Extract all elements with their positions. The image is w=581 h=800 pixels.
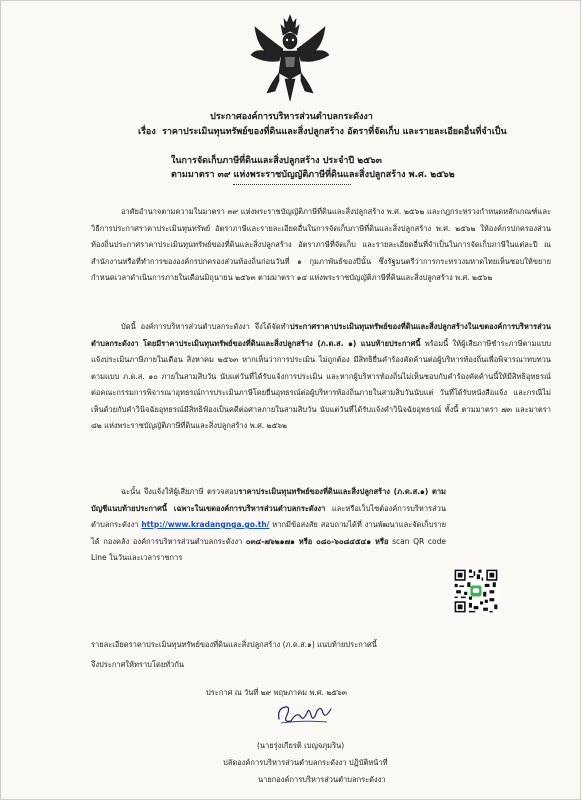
- document-title: ประกาศองค์การบริหารส่วนตำบลกระดังงา: [210, 112, 373, 122]
- p3-highlight: ราคาประเมินทุนทรัพย์ของที่ดินและสิ่งปลูกสร้าง (ภ.ด.ส.๑) ตามบัญชีแนบท้ายประกาศนี้ เฉพาะในเขตองค์การบริหารส่วนตำบลกระดังงา: [91, 487, 447, 513]
- paragraph-legal-basis: อาศัยอำนาจตามความในมาตรา ๓๙ แห่งพระราชบัญญัติภาษีที่ดินและสิ่งปลูกสร้าง พ.ศ. ๒๕๖๒ และกฎกระทรวงกำหนดหลักเกณฑ์และวิธีการประกาศราคาประเมินทุนทรัพย์ อัตราภาษีและรายละเอียดอื่นในการจัดเก็บภาษีที่ดินและสิ่งปลูกสร้าง พ.ศ. ๒๕๖๒ ให้องค์กรปกครองส่วนท้องถิ่นประกาศราคาประเมินทุนทรัพย์ของที่ดินและสิ่งปลูกสร้าง อัตราภาษีที่จัดเก็บ และรายละเอียดอื่นที่จำเป็นในการจัดเก็บภาษีในแต่ละปี ณ สำนักงานหรือที่ทำการขององค์กรปกครองส่วนท้องถิ่นก่อนวันที่ ๑ กุมภาพันธ์ของปีนั้น ซึ่งรัฐมนตรีว่าการกระทรวงมหาดไทยเห็นชอบให้ขยายกำหนดเวลาดำเนินการภายในเดือนมิถุนายน ๒๕๖๓ ตามมาตรา ๑๔ แห่งพระราชบัญญัติภาษีที่ดินและสิ่งปลูกสร้าง พ.ศ. ๒๕๖๒: [91, 207, 551, 282]
- p2-highlight: ประกาศราคาประเมินทุนทรัพย์ของที่ดินและสิ่งปลูกสร้างในเขตองค์การบริหารส่วนตำบลกระดังงา โดยมีราคาประเมินทุนทรัพย์ของที่ดินและสิ่งปลูกสร้าง (ภ.ด.ส. ๑) แนบท้ายประกาศนี้: [91, 322, 551, 348]
- p3-contact: หากมีข้อสงสัย สอบถามได้ที่ งานพัฒนาและจัดเก็บรายได้ กองคลัง องค์การบริหารส่วนตำบลกระดังงา: [91, 520, 446, 546]
- p2-details: พร้อมนี้ ให้ผู้เสียภาษีชำระภาษีตามแบบแจ้งประเมินภาษีภายในเดือน สิงหาคม ๒๕๖๓ หากเห็นว่าการประเมิน ไม่ถูกต้อง มีสิทธิยื่นคำร้องคัดค้านต่อผู้บริหารท้องถิ่นเพื่อพิจารณาทบทวนตามแบบ ภ.ด.ส. ๑๐ ภายในสามสิบวัน นับแต่วันที่ได้รับแจ้งการประเมิน และหากผู้บริหารท้องถิ่นไม่เห็นชอบกับคำร้องคัดค้านนี้ให้มีสิทธิอุทธรณ์ ต่อคณะกรรมการพิจารณาอุทธรณ์การประเมินภาษีโดยยื่นอุทธรณ์ต่อผู้บริหารท้องถิ่นภายในสามสิบวันนับแต่ วันที่ได้รับหนังสือแจ้ง และกรณีไม่เห็นด้วยกับคำวินิจฉัยอุทธรณ์มีสิทธิฟ้องเป็นคดีต่อศาลภายในสามสิบวัน นับแต่วันที่ได้รับแจ้งคำวินิจฉัยอุทธรณ์ ทั้งนี้ ตามมาตรา ๗๓ และมาตรา ๘๒ แห่งพระราชบัญญัติภาษีที่ดินและสิ่งปลูกสร้าง พ.ศ. ๒๕๖๒: [91, 338, 551, 430]
- p2-intro: บัดนี้ องค์การบริหารส่วนตำบลกระดังงา จึงได้จัดทำ: [121, 322, 290, 331]
- signature-icon: [273, 701, 335, 727]
- subject-text-3: ตามมาตรา ๓๙ แห่งพระราชบัญญัติภาษีที่ดินและสิ่งปลูกสร้าง พ.ศ. ๒๕๖๒: [171, 170, 455, 180]
- signer-title-1: ปลัดองค์การบริหารส่วนตำบลกระดังงา ปฏิบัติหน้าที่: [223, 758, 388, 767]
- qr-code-icon[interactable]: [453, 568, 499, 614]
- signer-name: (นายรุ่งเกียรติ เบญจภุมริน): [257, 741, 345, 750]
- title-divider: [233, 184, 351, 185]
- website-link[interactable]: http://www.kradangnga.go.th/: [141, 520, 270, 529]
- p3-website-text: และหรือเว็บไซต์องค์การบริหารส่วนตำบลกระดังงา: [91, 503, 446, 529]
- attachment-note: รายละเอียดราคาประเมินทุนทรัพย์ของที่ดินและสิ่งปลูกสร้าง (ภ.ด.ส.๑) แนบท้ายประกาศนี้: [91, 640, 377, 649]
- signer-title-2: นายกองค์การบริหารส่วนตำบลกระดังงา: [258, 775, 386, 784]
- announcement-date: ประกาศ ณ วันที่ ๒๙ พฤษภาคม พ.ศ. ๒๕๖๓: [206, 688, 347, 697]
- subject-text-2: ในการจัดเก็บภาษีที่ดินและสิ่งปลูกสร้าง ประจำปี ๒๕๖๓: [171, 156, 382, 166]
- p3-line: scan QR code Line ในวันและเวลาราชการ: [91, 536, 446, 562]
- announce-line: จึงประกาศให้ทราบโดยทั่วกัน: [91, 660, 185, 669]
- subject-label: เรื่อง: [138, 127, 156, 137]
- p3-phone: ๐๓๔-๗๖๒๑๗๑ หรือ ๐๘๐-๖๐๘๔๕๔๑ หรือ: [245, 536, 389, 546]
- paragraph-instructions: [91, 484, 446, 567]
- p3-intro: ฉะนั้น จึงแจ้งให้ผู้เสียภาษี ตรวจสอบ: [121, 487, 239, 496]
- paragraph-announcement: [91, 319, 551, 435]
- subject-line: [138, 124, 507, 138]
- garuda-emblem-icon: [249, 9, 331, 105]
- subject-text-1: ราคาประเมินทุนทรัพย์ของที่ดินและสิ่งปลูกสร้าง อัตราที่จัดเก็บ และรายละเอียดอื่นที่จำเป็น: [162, 127, 507, 137]
